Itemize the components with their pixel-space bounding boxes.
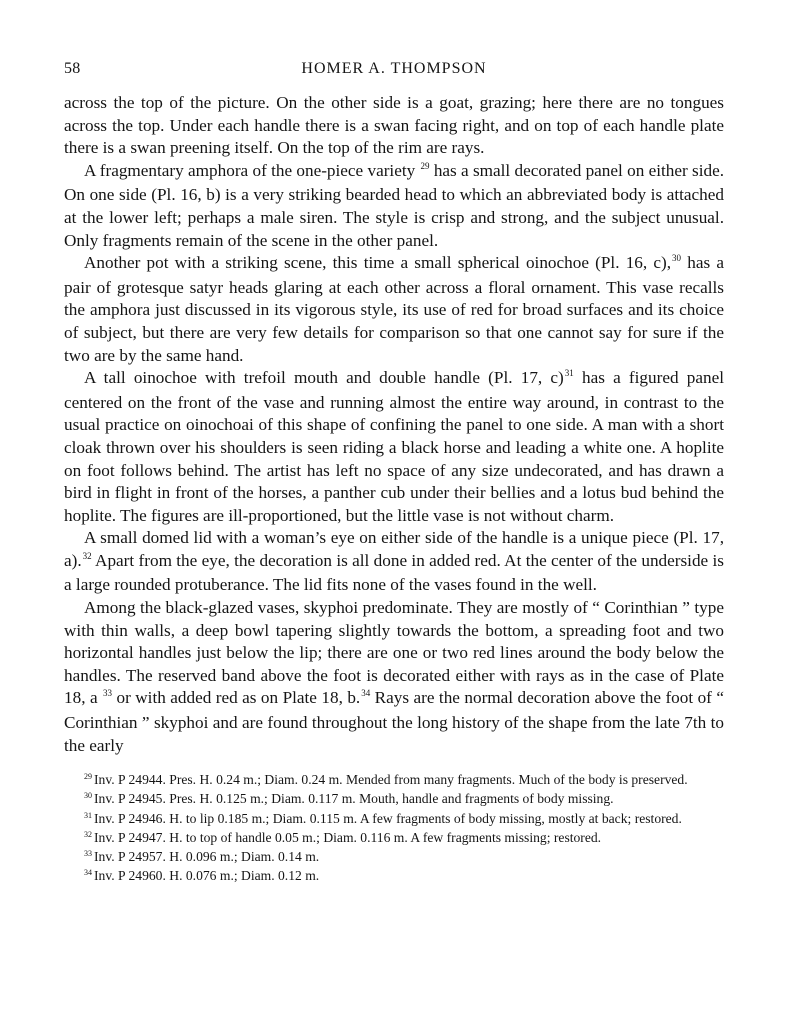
footnote-text: Inv. P 24946. H. to lip 0.185 m.; Diam. 0.115 m. A few fragments of body missing, mostly at back; restored. <box>94 810 682 826</box>
paragraph-1: across the top of the picture. On the other side is a goat, grazing; here there are no tongues across the top. Under each handle there is a swan facing right, and on top of each handle plate there is a swan preening itself. On the top of the rim are rays. <box>64 93 724 158</box>
running-title: HOMER A. THOMPSON <box>301 60 487 77</box>
footnote-number: 32 <box>84 829 92 839</box>
footnote-ref-34: 34 <box>361 688 371 699</box>
footnote <box>64 829 724 848</box>
page <box>64 56 724 886</box>
footnote <box>64 867 724 886</box>
footnote <box>64 810 724 829</box>
footnote-ref-30: 30 <box>672 253 682 264</box>
footnote-ref-33: 33 <box>103 688 113 699</box>
footnote <box>64 771 724 790</box>
body-text <box>64 92 724 757</box>
paragraph-6: Among the black-glazed vases, skyphoi predominate. They are mostly of “ Corinthian ” type with thin walls, a deep bowl tapering slightly towards the bottom, a spreading foot and two horizontal handles just below the lip; there are one or two red lines around the body below the handles. The reserved band above the foot is decorated either with rays as in the case of Plate 18, a $^{33}$ or with added red as on Plate 18, b.$^{34}$ Rays are the normal decoration above the foot of “ Corinthian ” skyphoi and are found throughout the long history of the shape from the late 7th to the early <box>64 598 724 755</box>
footnote <box>64 790 724 809</box>
footnote-number: 29 <box>84 772 92 782</box>
footnote-number: 31 <box>84 810 92 820</box>
footnote-number: 34 <box>84 868 92 878</box>
page-number: 58 <box>64 60 81 77</box>
footnote-text: Inv. P 24945. Pres. H. 0.125 m.; Diam. 0.117 m. Mouth, handle and fragments of body missing. <box>94 791 614 807</box>
footnote-number: 30 <box>84 791 92 801</box>
footnote-number: 33 <box>84 849 92 859</box>
paragraph-5: A small domed lid with a woman’s eye on either side of the handle is a unique piece (Pl. 17, a).$^{32}$ Apart from the eye, the decoration is all done in added red. At the center of the underside is a large rounded protuberance. The lid fits none of the vases found in the well. <box>64 528 724 595</box>
footnote-text: Inv. P 24960. H. 0.076 m.; Diam. 0.12 m. <box>94 868 320 884</box>
footnote-text: Inv. P 24944. Pres. H. 0.24 m.; Diam. 0.24 m. Mended from many fragments. Much of the body is preserved. <box>94 772 688 788</box>
paragraph-3: Another pot with a striking scene, this time a small spherical oinochoe (Pl. 16, c),$^{30}$ has a pair of grotesque satyr heads glaring at each other across a floral ornament. This vase recalls the amphora just discussed in its vigorous style, its use of red for broad surfaces and its choice of subject, but there are very few details for comparison so that one cannot say for sure if the two are by the same hand. <box>64 253 724 365</box>
running-head <box>64 56 724 82</box>
footnote <box>64 848 724 867</box>
footnote-text: Inv. P 24947. H. to top of handle 0.05 m.; Diam. 0.116 m. A few fragments missing; restored. <box>94 829 602 845</box>
footnote-text: Inv. P 24957. H. 0.096 m.; Diam. 0.14 m. <box>94 849 320 865</box>
footnote-ref-29: 29 <box>420 160 430 171</box>
paragraph-2: A fragmentary amphora of the one-piece variety $^{29}$ has a small decorated panel on either side. On one side (Pl. 16, b) is a very striking bearded head to which an abbreviated body is attached at the lower left; perhaps a male siren. The style is crisp and strong, and the subject unusual. Only fragments remain of the scene in the other panel. <box>64 160 725 250</box>
paragraph-4: A tall oinochoe with trefoil mouth and double handle (Pl. 17, c)$^{31}$ has a figured panel centered on the front of the vase and running almost the entire way around, in contrast to the usual practice on oinochoai of this shape of confining the panel to one side. A man with a short cloak thrown over his shoulders is seen riding a black horse and leading a white one. A hoplite on foot follows behind. The artist has left no space of any size undecorated, and has drawn a bird in flight in front of the horses, a panther cub under their bellies and a lotus bud behind the hoplite. The figures are ill-proportioned, but the little vase is not without charm. <box>64 368 724 525</box>
footnote-ref-31: 31 <box>564 368 574 379</box>
footnote-ref-32: 32 <box>82 550 92 561</box>
footnotes <box>64 771 724 886</box>
